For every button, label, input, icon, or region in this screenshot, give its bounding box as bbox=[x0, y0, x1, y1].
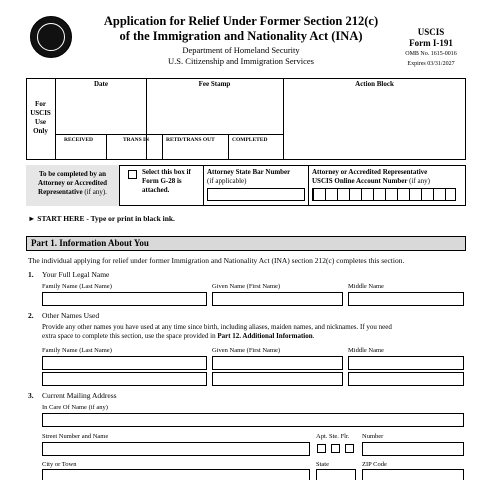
form-number: Form I-191 bbox=[409, 38, 453, 48]
completed-label: COMPLETED bbox=[232, 137, 268, 143]
given-name-label: Given Name (First Name) bbox=[212, 283, 281, 290]
street-label: Street Number and Name bbox=[42, 433, 109, 440]
other-given-name-label: Given Name (First Name) bbox=[212, 347, 281, 354]
flr-checkbox[interactable] bbox=[345, 444, 354, 453]
care-of-label: In Care Of Name (if any) bbox=[42, 404, 108, 411]
omb-number: OMB No. 1615-0016 bbox=[405, 51, 457, 57]
divider bbox=[162, 135, 163, 160]
uscis-label: USCIS bbox=[417, 27, 445, 37]
q2-help-line-1: Provide any other names you have used at any time since birth, including aliases, maiden names, and nicknames. If you need bbox=[42, 323, 392, 331]
part1-title: Part 1. Information About You bbox=[26, 236, 466, 251]
online-account-input[interactable] bbox=[312, 188, 456, 201]
bar-number-label bbox=[207, 168, 305, 186]
bar-number-title: Attorney State Bar Number bbox=[207, 168, 291, 176]
family-name-input[interactable] bbox=[42, 292, 207, 306]
action-block-header: Action Block bbox=[355, 80, 394, 88]
received-label: RECEIVED bbox=[64, 137, 94, 143]
state-label: State bbox=[316, 461, 329, 468]
side-label-4: Only bbox=[33, 127, 48, 135]
family-name-label: Family Name (Last Name) bbox=[42, 283, 112, 290]
divider bbox=[203, 165, 204, 206]
q2-label: Other Names Used bbox=[42, 311, 100, 320]
middle-name-input[interactable] bbox=[348, 292, 464, 306]
ste-checkbox[interactable] bbox=[331, 444, 340, 453]
side-label-3: Use bbox=[35, 118, 46, 126]
other-given-name-input-1[interactable] bbox=[212, 356, 343, 370]
uscis-use-label bbox=[26, 78, 56, 160]
online-account-if-any: (if any) bbox=[409, 177, 430, 185]
g28-label-line-3: attached. bbox=[142, 186, 170, 194]
form-id-block bbox=[392, 27, 470, 69]
g28-label-line-2: Form G-28 is bbox=[142, 177, 182, 185]
ste-label: Ste. bbox=[329, 433, 339, 440]
q2-help-part12: Part 12. Additional Information bbox=[217, 332, 313, 340]
other-family-name-input-1[interactable] bbox=[42, 356, 207, 370]
q2-help-line-2: extra space to complete this section, use the space provided in bbox=[42, 332, 216, 340]
state-select[interactable] bbox=[316, 469, 356, 480]
middle-name-label: Middle Name bbox=[348, 283, 384, 290]
attorney-label-line-2: Attorney or Accredited bbox=[38, 179, 107, 187]
g28-checkbox[interactable] bbox=[128, 170, 137, 179]
part1-intro: The individual applying for relief under former Immigration and Nationality Act (INA) section 212(c) completes this section. bbox=[28, 256, 405, 265]
divider bbox=[283, 78, 284, 160]
trans-in-label: TRANS IN bbox=[123, 137, 150, 143]
other-middle-name-input-1[interactable] bbox=[348, 356, 464, 370]
other-middle-name-input-2[interactable] bbox=[348, 372, 464, 386]
bar-number-input[interactable] bbox=[207, 188, 305, 201]
agency-name: U.S. Citizenship and Immigration Services bbox=[168, 56, 314, 66]
q1-number: 1. bbox=[28, 270, 34, 279]
apt-checkbox[interactable] bbox=[317, 444, 326, 453]
online-account-line-2: USCIS Online Account Number bbox=[312, 177, 408, 185]
city-label: City or Town bbox=[42, 461, 77, 468]
q2-help: Provide any other names you have used at any time since birth, including aliases, maiden names, and nicknames. If you need extra space to complete this section, use the space provided in Part 12. Additional Information. bbox=[42, 323, 467, 341]
divider bbox=[228, 135, 229, 160]
start-here-instruction: ► START HERE - Type or print in black ink. bbox=[28, 214, 175, 223]
q3-label: Current Mailing Address bbox=[42, 391, 117, 400]
online-account-line-1: Attorney or Accredited Representative bbox=[312, 168, 428, 176]
apt-ste-flr-labels bbox=[316, 433, 349, 440]
city-input[interactable] bbox=[42, 469, 310, 480]
attorney-label-if-any: (if any). bbox=[84, 188, 107, 196]
flr-label: Flr. bbox=[340, 433, 350, 440]
side-label-2: USCIS bbox=[30, 109, 51, 117]
department-name: Department of Homeland Security bbox=[182, 45, 300, 55]
q1-label: Your Full Legal Name bbox=[42, 270, 110, 279]
q2-number: 2. bbox=[28, 311, 34, 320]
other-middle-name-label: Middle Name bbox=[348, 347, 384, 354]
other-given-name-input-2[interactable] bbox=[212, 372, 343, 386]
apt-label: Apt. bbox=[316, 433, 328, 440]
other-family-name-input-2[interactable] bbox=[42, 372, 207, 386]
zip-label: ZIP Code bbox=[362, 461, 387, 468]
online-account-label bbox=[312, 168, 464, 186]
unit-number-input[interactable] bbox=[362, 442, 464, 456]
attorney-left-label bbox=[26, 165, 120, 206]
g28-label bbox=[142, 168, 200, 195]
title-line-2: of the Immigration and Nationality Act (INA) bbox=[119, 29, 363, 43]
unit-number-label: Number bbox=[362, 433, 384, 440]
fee-stamp-header: Fee Stamp bbox=[198, 80, 231, 88]
q3-number: 3. bbox=[28, 391, 34, 400]
divider bbox=[308, 165, 309, 206]
attorney-label-line-1: To be completed by an bbox=[38, 170, 107, 178]
zip-input[interactable] bbox=[362, 469, 464, 480]
other-family-name-label: Family Name (Last Name) bbox=[42, 347, 112, 354]
care-of-input[interactable] bbox=[42, 413, 464, 427]
given-name-input[interactable] bbox=[212, 292, 343, 306]
attorney-label-line-3: Representative bbox=[38, 188, 83, 196]
g28-label-line-1: Select this box if bbox=[142, 168, 191, 176]
dhs-seal-icon bbox=[30, 16, 72, 58]
retd-label: RETD/TRANS OUT bbox=[166, 137, 215, 143]
bar-number-if-applicable: (if applicable) bbox=[207, 177, 247, 185]
agency-block bbox=[96, 45, 386, 67]
form-title bbox=[96, 14, 386, 44]
expiration-date: Expires 03/31/2027 bbox=[407, 61, 455, 67]
title-line-1: Application for Relief Under Former Section 212(c) bbox=[103, 14, 379, 28]
side-label-1: For bbox=[35, 100, 46, 108]
uscis-status-row bbox=[56, 135, 283, 160]
divider bbox=[106, 135, 107, 160]
street-input[interactable] bbox=[42, 442, 310, 456]
date-header: Date bbox=[94, 80, 108, 88]
